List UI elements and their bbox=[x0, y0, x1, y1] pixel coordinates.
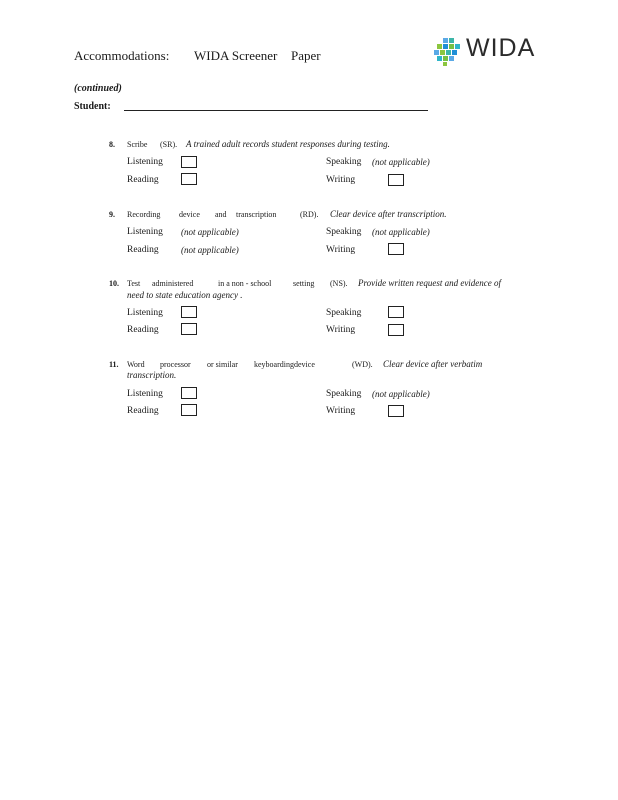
item-number: 10. bbox=[109, 279, 119, 288]
speaking-label: Speaking bbox=[326, 389, 362, 399]
header-subtitle-test: WIDA Screener bbox=[194, 48, 278, 63]
not-applicable-note: (not applicable) bbox=[372, 389, 430, 399]
speaking-label: Speaking bbox=[326, 308, 362, 318]
writing-label: Writing bbox=[326, 175, 356, 185]
item-description: Clear device after transcription. bbox=[330, 209, 447, 219]
item-number: 8. bbox=[109, 140, 115, 149]
listening-checkbox[interactable] bbox=[181, 306, 197, 318]
item-word: Scribe bbox=[127, 140, 148, 149]
item-word: in a non - school bbox=[218, 279, 272, 288]
listening-label: Listening bbox=[127, 157, 163, 167]
writing-checkbox[interactable] bbox=[388, 243, 404, 255]
header-subtitle-format: Paper bbox=[291, 48, 321, 63]
writing-checkbox[interactable] bbox=[388, 324, 404, 336]
item-word: (SR). bbox=[160, 140, 178, 149]
student-name-line[interactable] bbox=[124, 110, 428, 111]
not-applicable-note: (not applicable) bbox=[372, 227, 430, 237]
item-word: Recording bbox=[127, 210, 161, 219]
writing-label: Writing bbox=[326, 406, 356, 416]
reading-label: Reading bbox=[127, 325, 159, 335]
item-word: transcription bbox=[236, 210, 277, 219]
item-word: (NS). bbox=[330, 279, 348, 288]
item-word: Word bbox=[127, 360, 145, 369]
item-word: processor bbox=[160, 360, 191, 369]
reading-label: Reading bbox=[127, 245, 159, 255]
item-number: 9. bbox=[109, 210, 115, 219]
continued-label: (continued) bbox=[74, 83, 122, 94]
item-number: 11. bbox=[109, 360, 119, 369]
writing-label: Writing bbox=[326, 325, 356, 335]
student-label: Student: bbox=[74, 101, 111, 112]
item-word: setting bbox=[293, 279, 315, 288]
item-word: administered bbox=[152, 279, 194, 288]
reading-label: Reading bbox=[127, 406, 159, 416]
item-word: Test bbox=[127, 279, 141, 288]
not-applicable-note: (not applicable) bbox=[181, 245, 239, 255]
not-applicable-note: (not applicable) bbox=[372, 157, 430, 167]
item-description-continued: need to state education agency . bbox=[127, 290, 243, 300]
item-word: or similar bbox=[207, 360, 238, 369]
item-word: keyboardingdevice bbox=[254, 360, 315, 369]
reading-checkbox[interactable] bbox=[181, 404, 197, 416]
writing-checkbox[interactable] bbox=[388, 174, 404, 186]
listening-checkbox[interactable] bbox=[181, 387, 197, 399]
listening-label: Listening bbox=[127, 308, 163, 318]
item-description: A trained adult records student responses during testing. bbox=[186, 139, 390, 149]
reading-checkbox[interactable] bbox=[181, 323, 197, 335]
listening-label: Listening bbox=[127, 227, 163, 237]
writing-label: Writing bbox=[326, 245, 356, 255]
wida-logo-text: WIDA bbox=[466, 34, 536, 62]
item-word: and bbox=[215, 210, 227, 219]
item-word: device bbox=[179, 210, 200, 219]
wida-logo-icon bbox=[434, 36, 464, 66]
header-title: Accommodations: bbox=[74, 48, 170, 63]
not-applicable-note: (not applicable) bbox=[181, 227, 239, 237]
writing-checkbox[interactable] bbox=[388, 405, 404, 417]
item-word: (RD). bbox=[300, 210, 319, 219]
reading-checkbox[interactable] bbox=[181, 173, 197, 185]
item-word: (WD). bbox=[352, 360, 373, 369]
speaking-label: Speaking bbox=[326, 227, 362, 237]
wida-logo bbox=[434, 36, 538, 66]
item-description: Provide written request and evidence of bbox=[358, 278, 502, 288]
item-description: Clear device after verbatim bbox=[383, 359, 483, 369]
listening-checkbox[interactable] bbox=[181, 156, 197, 168]
reading-label: Reading bbox=[127, 175, 159, 185]
listening-label: Listening bbox=[127, 389, 163, 399]
speaking-label: Speaking bbox=[326, 157, 362, 167]
speaking-checkbox[interactable] bbox=[388, 306, 404, 318]
item-description-continued: transcription. bbox=[127, 370, 177, 380]
